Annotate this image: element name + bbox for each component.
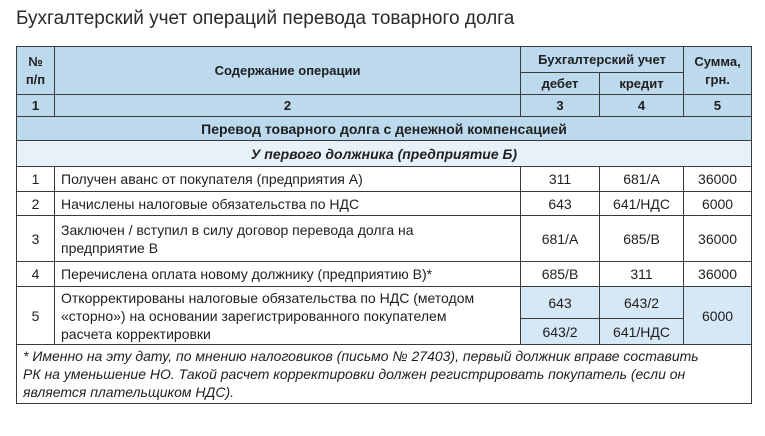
subsection-row — [17, 141, 752, 167]
header-col-numbers — [17, 95, 752, 117]
table-row — [17, 216, 752, 262]
accounting-table — [16, 46, 752, 404]
row-credit: 681/А — [600, 167, 684, 192]
row-text: Получен аванс от покупателя (предприятия А) — [55, 167, 521, 192]
footnote — [17, 345, 752, 404]
section-row — [17, 117, 752, 141]
table-row — [17, 167, 752, 192]
col-number-2: 2 — [55, 95, 521, 117]
header-sum-line2: грн. — [705, 71, 730, 87]
header-content: Содержание операции — [55, 47, 521, 95]
row-credit-a: 643/2 — [600, 287, 684, 319]
header-debit: дебет — [521, 73, 600, 95]
col-number-1: 1 — [17, 95, 55, 117]
row-number: 3 — [17, 216, 55, 262]
row-debit: 681/А — [521, 216, 600, 262]
row-sum: 6000 — [684, 192, 752, 216]
row-number: 1 — [17, 167, 55, 192]
col-number-3: 3 — [521, 95, 600, 117]
row-number: 5 — [17, 287, 55, 345]
row-text-line2: «сторно») на основании зарегистрированного покупателем — [61, 307, 447, 324]
table-row — [17, 192, 752, 216]
row-text: Начислены налоговые обязательства по НДС — [55, 192, 521, 216]
note-row — [17, 345, 752, 404]
col-number-4: 4 — [600, 95, 684, 117]
row-credit: 641/НДС — [600, 192, 684, 216]
row-sum: 36000 — [684, 167, 752, 192]
row-debit: 311 — [521, 167, 600, 192]
row-number: 2 — [17, 192, 55, 216]
header-credit: кредит — [600, 73, 684, 95]
row-credit: 311 — [600, 262, 684, 287]
page-title: Бухгалтерский учет операций перевода товарного долга — [16, 8, 515, 29]
header-accounting: Бухгалтерский учет — [521, 47, 684, 73]
footnote-line2: РК на уменьшение НО. Такой расчет корректировки должен регистрировать покупатель (если он — [23, 366, 686, 382]
row-debit-b: 643/2 — [521, 319, 600, 345]
header-num-line1: № — [28, 53, 43, 69]
row-text: Перечислена оплата новому должнику (предприятию В)* — [55, 262, 521, 287]
header-num — [17, 47, 55, 95]
col-number-5: 5 — [684, 95, 752, 117]
footnote-line3: является плательщиком НДС). — [23, 384, 235, 400]
row-text — [55, 216, 521, 262]
row-text — [55, 287, 521, 345]
row-debit: 643 — [521, 192, 600, 216]
header-row-1 — [17, 47, 752, 73]
row-text-line2: предприятие В — [61, 239, 159, 256]
subsection-title: У первого должника (предприятие Б) — [17, 141, 752, 167]
row-number: 4 — [17, 262, 55, 287]
row-credit: 685/В — [600, 216, 684, 262]
table-row — [17, 262, 752, 287]
section-title: Перевод товарного долга с денежной компенсацией — [17, 117, 752, 141]
row-debit: 685/В — [521, 262, 600, 287]
table-row-5a — [17, 287, 752, 319]
header-num-line2: п/п — [25, 71, 46, 87]
header-sum — [684, 47, 752, 95]
row-sum: 6000 — [684, 287, 752, 345]
row-text-line1: Откорректированы налоговые обязательства по НДС (методом — [61, 289, 475, 306]
row-sum: 36000 — [684, 262, 752, 287]
row-sum: 36000 — [684, 216, 752, 262]
header-sum-line1: Сумма, — [694, 53, 741, 69]
row-credit-b: 641/НДС — [600, 319, 684, 345]
row-debit-a: 643 — [521, 287, 600, 319]
row-text-line3: расчета корректировки — [61, 325, 211, 342]
footnote-line1: * Именно на эту дату, по мнению налоговиков (письмо № 27403), первый должник вправе составить — [23, 348, 699, 364]
row-text-line1: Заключен / вступил в силу договор перевода долга на — [61, 221, 414, 238]
